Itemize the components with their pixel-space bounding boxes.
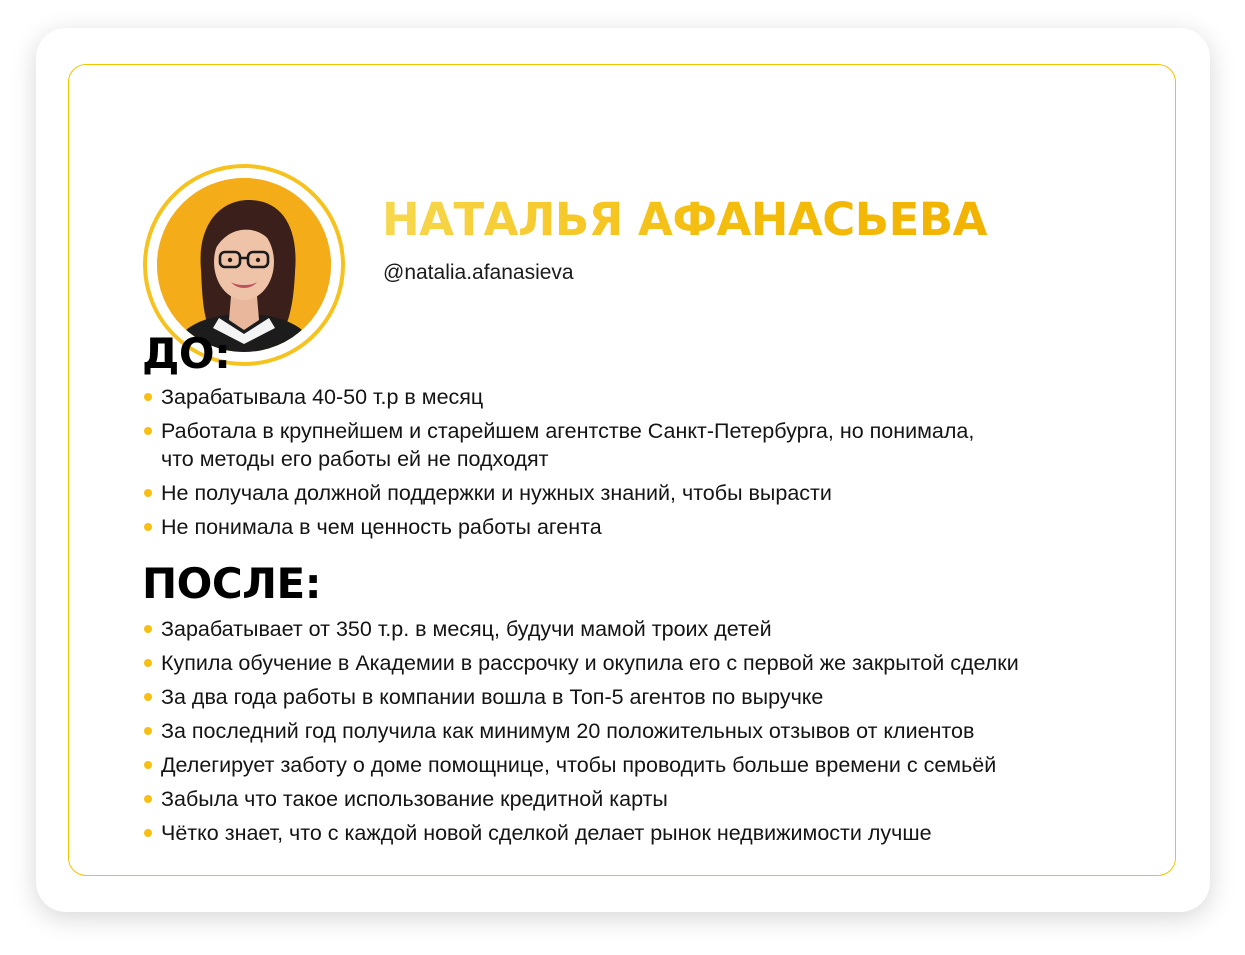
bullet-icon [144, 795, 152, 803]
bullet-icon [144, 693, 152, 701]
bullet-icon [144, 761, 152, 769]
bullet-icon [144, 625, 152, 633]
list-item-text: Не понимала в чем ценность работы агента [161, 515, 602, 539]
social-handle: @natalia.afanasieva [383, 261, 574, 284]
bullet-icon [144, 393, 152, 401]
list-item [142, 785, 1172, 813]
list-item-text: Работала в крупнейшем и старейшем агентстве Санкт-Петербурга, но понимала, что методы его работы ей не подходят [161, 419, 975, 471]
list-item [142, 383, 1172, 411]
avatar-photo [157, 178, 331, 352]
list-item-text: Зарабатывает от 350 т.р. в месяц, будучи мамой троих детей [161, 617, 772, 641]
list-item-text: Не получала должной поддержки и нужных знаний, чтобы вырасти [161, 481, 832, 505]
bullet-icon [144, 659, 152, 667]
after-heading: ПОСЛЕ: [142, 559, 322, 608]
list-item [142, 615, 1172, 643]
list-item [142, 513, 1172, 541]
bullet-icon [144, 727, 152, 735]
testimonial-card [36, 28, 1210, 912]
list-item [142, 683, 1172, 711]
list-item-text: Чётко знает, что с каждой новой сделкой делает рынок недвижимости лучше [161, 821, 932, 845]
list-item-text: Делегирует заботу о доме помощнице, чтобы проводить больше времени с семьёй [161, 753, 997, 777]
card-frame [68, 64, 1176, 876]
bullet-icon [144, 489, 152, 497]
list-item-text: За последний год получила как минимум 20 положительных отзывов от клиентов [161, 719, 975, 743]
list-item-text: За два года работы в компании вошла в Топ-5 агентов по выручке [161, 685, 824, 709]
person-name: НАТАЛЬЯ АФАНАСЬЕВА [382, 193, 987, 246]
bullet-icon [144, 427, 152, 435]
list-item-text: Забыла что такое использование кредитной карты [161, 787, 668, 811]
list-item-text: Зарабатывала 40-50 т.р в месяц [161, 385, 484, 409]
list-item [142, 649, 1172, 677]
avatar-illustration [157, 178, 331, 352]
list-item [142, 479, 1172, 507]
after-list [142, 615, 1172, 853]
list-item [142, 417, 1172, 473]
bullet-icon [144, 523, 152, 531]
list-item [142, 819, 1172, 847]
list-item-text: Купила обучение в Академии в рассрочку и окупила его с первой же закрытой сделки [161, 651, 1019, 675]
before-list [142, 383, 1172, 547]
list-item [142, 751, 1172, 779]
list-item [142, 717, 1172, 745]
bullet-icon [144, 829, 152, 837]
before-heading: ДО: [142, 329, 231, 378]
